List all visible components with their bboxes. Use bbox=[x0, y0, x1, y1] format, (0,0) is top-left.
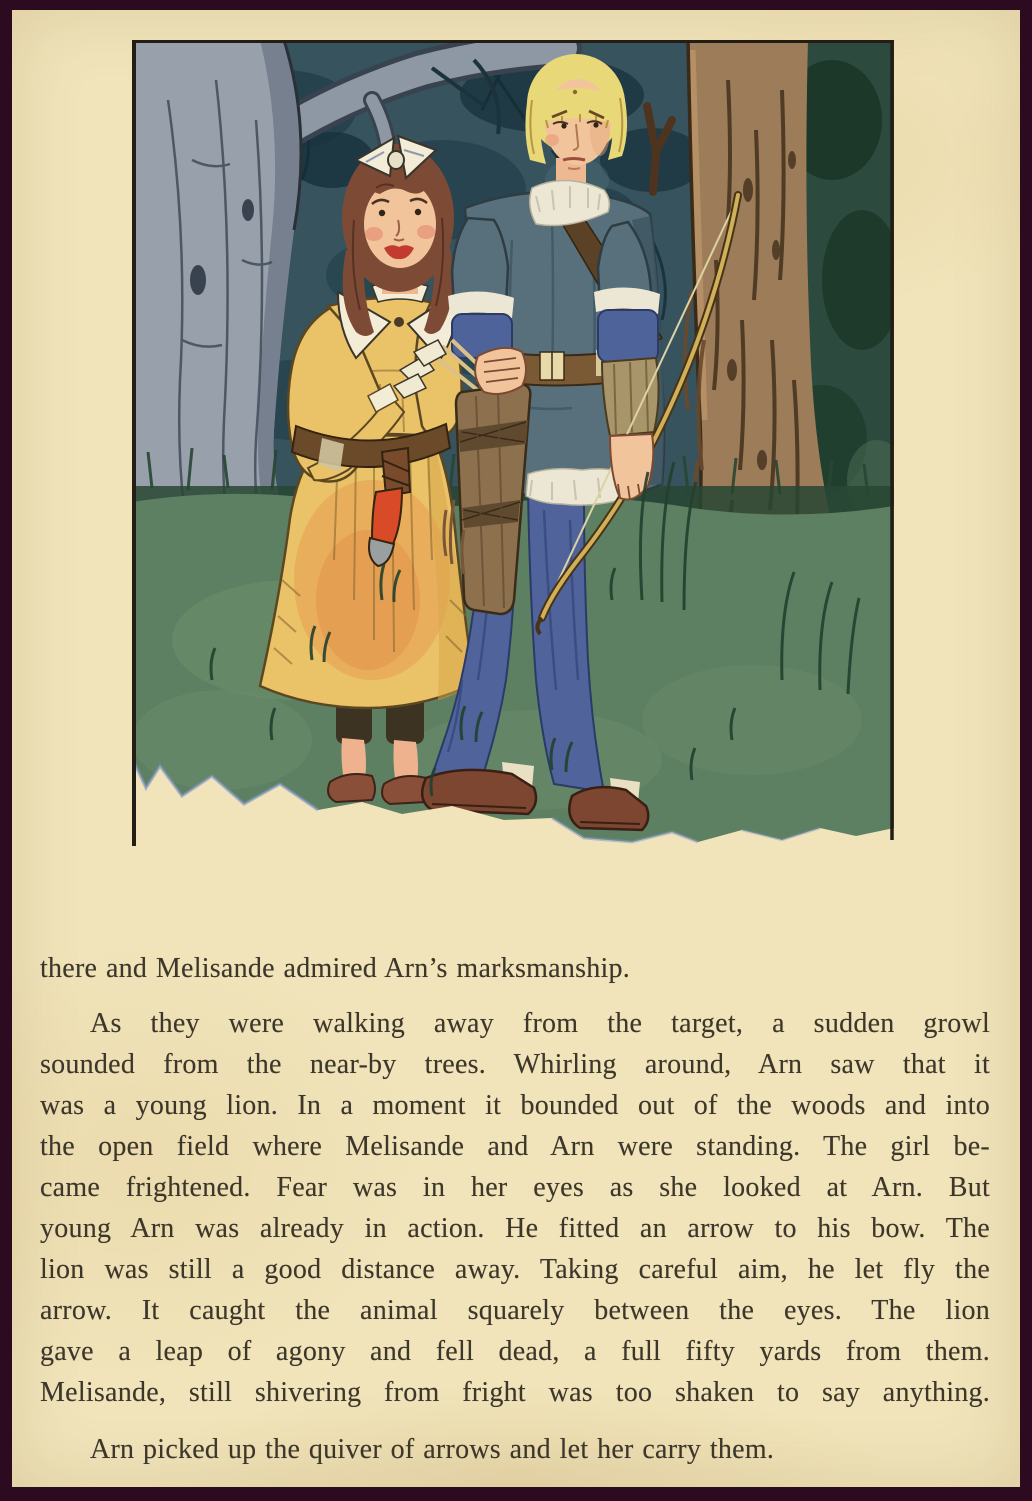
story-line: young Arn was already in action. He fitted an arrow to his bow. The bbox=[40, 1213, 990, 1244]
story-line: came frightened. Fear was in her eyes as she looked at Arn. But bbox=[40, 1172, 990, 1203]
story-text bbox=[40, 948, 990, 1470]
story-line: Arn picked up the quiver of arrows and let her carry them. bbox=[90, 1434, 775, 1465]
paragraph-quiver bbox=[40, 1429, 990, 1470]
story-line: Melisande, still shivering from fright was too shaken to say anything. bbox=[40, 1377, 990, 1408]
story-line: the open field where Melisande and Arn were standing. The girl be- bbox=[40, 1131, 990, 1162]
story-line: arrow. It caught the animal squarely between the eyes. The lion bbox=[40, 1295, 990, 1326]
story-line: was a young lion. In a moment it bounded out of the woods and into bbox=[40, 1090, 990, 1121]
story-line: As they were walking away from the target, a sudden growl bbox=[90, 1008, 990, 1039]
story-illustration bbox=[132, 40, 894, 846]
story-line: gave a leap of agony and fell dead, a full fifty yards from them. bbox=[40, 1336, 990, 1367]
story-line: there and Melisande admired Arn’s marksmanship. bbox=[40, 953, 630, 984]
story-line: sounded from the near-by trees. Whirling around, Arn saw that it bbox=[40, 1049, 990, 1080]
book-page bbox=[12, 10, 1020, 1487]
story-line: lion was still a good distance away. Taking careful aim, he let fly the bbox=[40, 1254, 990, 1285]
paragraph-continuation bbox=[40, 948, 990, 989]
paragraph-lion-attack bbox=[40, 1003, 990, 1413]
